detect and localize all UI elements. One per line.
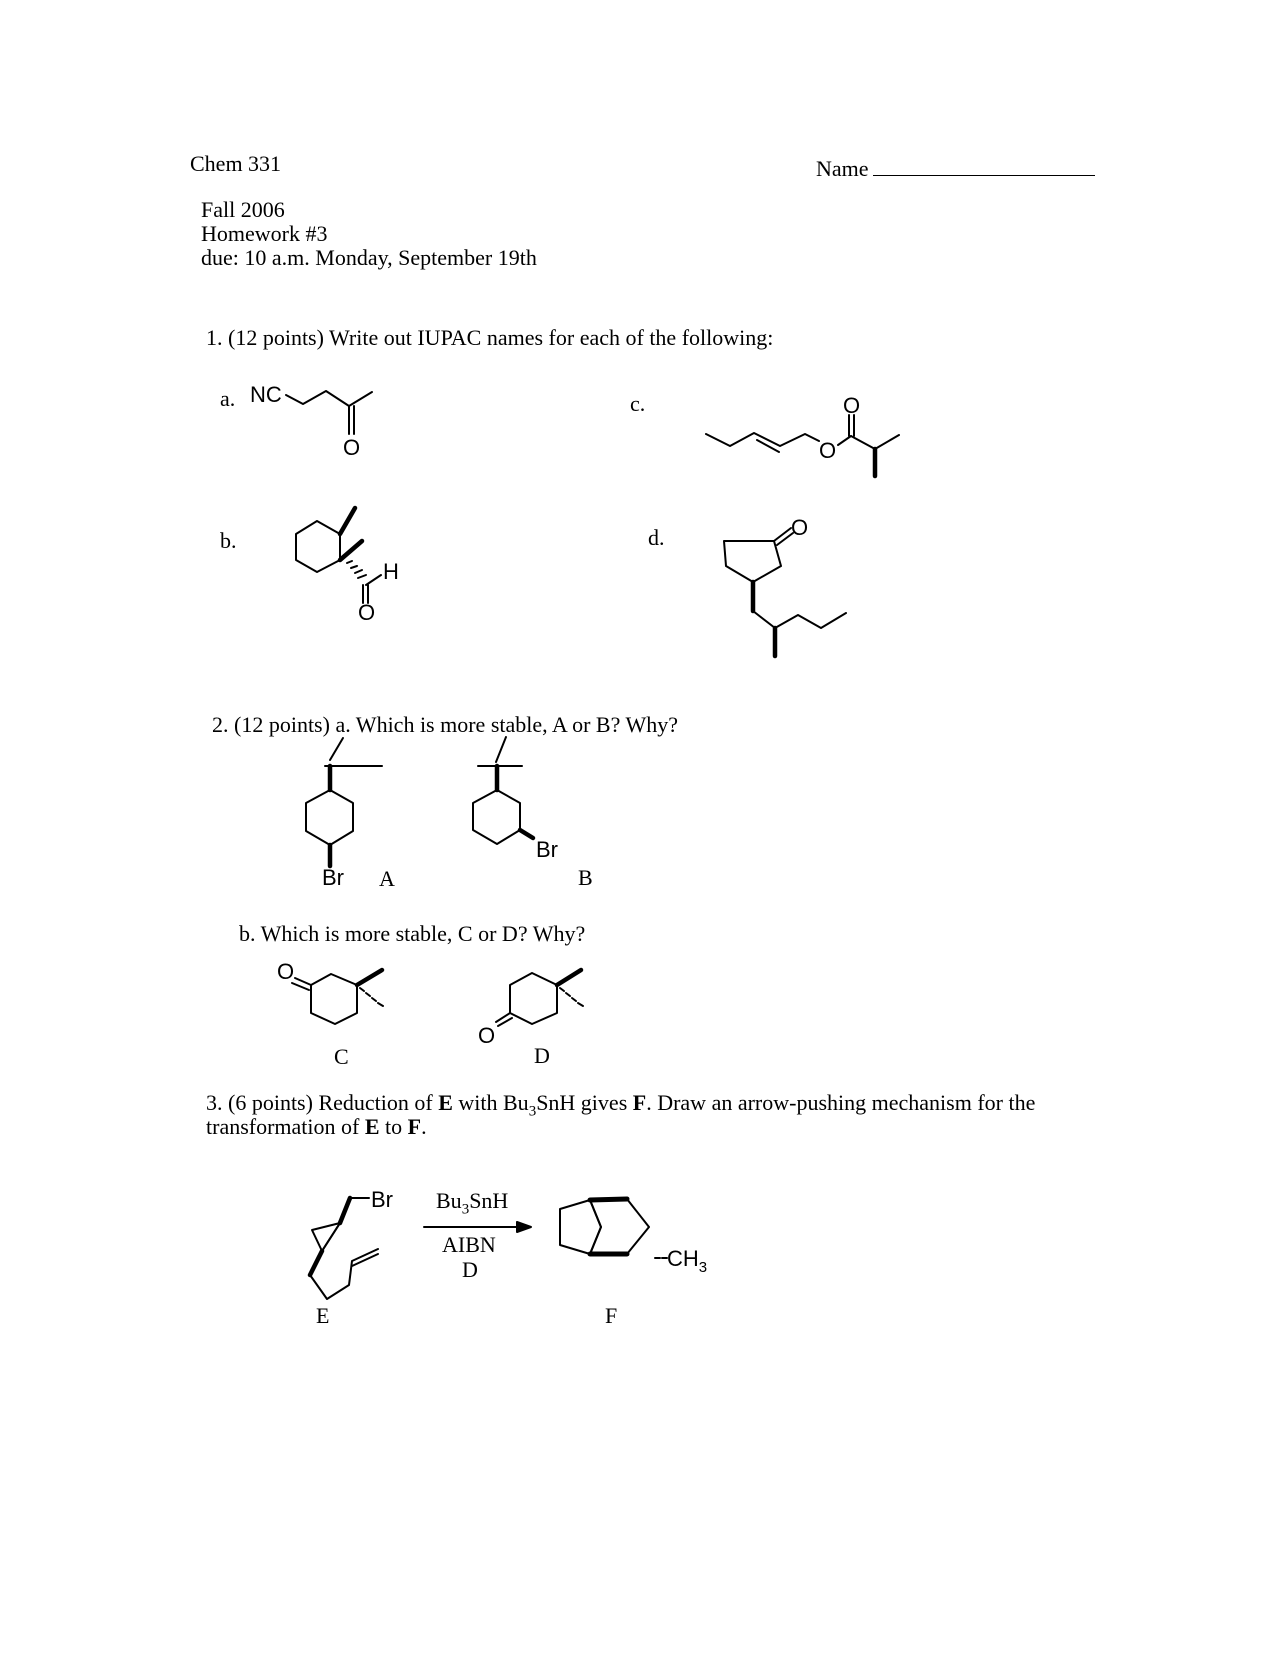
atom-o-ketone: O [791, 515, 809, 540]
q1-prompt: 1. (12 points) Write out IUPAC names for each of the following: [206, 325, 774, 350]
assignment-title: Homework #3 [201, 221, 328, 246]
atom-o-C: O [277, 959, 295, 984]
q2-label-B: B [578, 865, 593, 890]
q3-label-E: E [316, 1303, 330, 1328]
course-title: Chem 331 [190, 151, 282, 176]
atom-o-b: O [358, 600, 376, 625]
name-label: Name [816, 156, 869, 181]
q1-label-b: b. [220, 528, 237, 553]
reagent-d: D [462, 1257, 478, 1282]
q2-label-C: C [334, 1044, 349, 1069]
q2-label-D: D [534, 1043, 550, 1068]
reagent-above: $Bu_3SnH$ [436, 1188, 509, 1218]
reaction-arrow [424, 1222, 531, 1232]
q1-label-c: c. [630, 391, 646, 416]
q3-label-F: F [605, 1303, 618, 1328]
q2-prompt-a: 2. (12 points) a. Which is more stable, A or B? Why? [212, 712, 678, 737]
q3-bold-F: F [632, 1090, 647, 1115]
structure-F [560, 1199, 707, 1276]
atom-o-D: O [478, 1023, 496, 1048]
structure-1d [724, 515, 846, 656]
q2-prompt-b: b. Which is more stable, C or D? Why? [239, 921, 586, 946]
term: Fall 2006 [201, 197, 285, 222]
structure-E [310, 1187, 393, 1299]
structure-B [473, 737, 558, 862]
due-date: due: 10 a.m. Monday, September 19th [201, 245, 537, 270]
q3-prompt-line1: 3. (6 points) Reduction of E with $Bu_3SnH$ gives F. Draw an arrow-pushing mechanism for the [206, 1090, 1036, 1120]
atom-o-ester: O [819, 438, 837, 463]
reagent-aibn: AIBN [442, 1232, 496, 1257]
atom-ch3: $CH_3$ [667, 1246, 708, 1276]
structure-1a [250, 382, 372, 460]
q3-sub3: 3 [528, 1103, 537, 1120]
q1-label-d: d. [648, 525, 665, 550]
q1-label-a: a. [220, 386, 236, 411]
atom-br-A: Br [322, 865, 344, 890]
q3-bold-E: E [438, 1090, 453, 1115]
atom-nc: NC [250, 382, 282, 407]
atom-h: H [383, 559, 399, 584]
q2-label-A: A [379, 866, 395, 891]
q3-prompt-line2: transformation of E to F. [206, 1114, 427, 1139]
structure-A [306, 738, 382, 890]
structure-1b [296, 508, 399, 625]
atom-br-E: Br [371, 1187, 393, 1212]
atom-br-B: Br [536, 837, 558, 862]
atom-o-carbonyl: O [843, 393, 861, 418]
structure-D [478, 970, 583, 1048]
atom-o: O [343, 435, 361, 460]
structure-1c [706, 393, 899, 476]
structure-C [277, 959, 383, 1024]
